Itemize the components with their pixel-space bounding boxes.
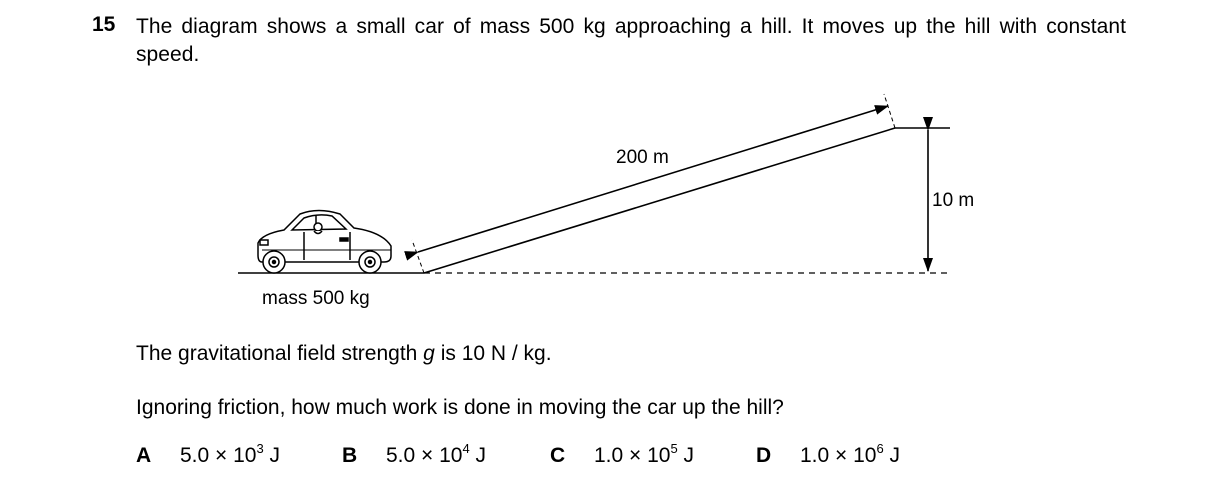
slope-length-arrow xyxy=(418,106,888,252)
option-letter: A xyxy=(136,444,152,467)
question-prompt: Ignoring friction, how much work is done in moving the car up the hill? xyxy=(136,396,784,419)
option-a[interactable] xyxy=(136,441,281,468)
slope-top-extension xyxy=(884,94,895,128)
option-value: $5.0 \times 10^4$ J xyxy=(386,441,487,467)
option-value: $5.0 \times 10^3$ J xyxy=(180,441,281,467)
question-number: 15 xyxy=(92,13,116,36)
option-letter: D xyxy=(756,444,772,467)
option-b[interactable] xyxy=(342,441,487,468)
option-letter: B xyxy=(342,444,358,467)
gravity-symbol: g xyxy=(423,342,435,365)
slope-length-label: 200 m xyxy=(616,147,669,168)
height-label: 10 m xyxy=(932,190,975,211)
option-letter: C xyxy=(550,444,566,467)
gravity-info xyxy=(136,342,552,366)
question-text: The diagram shows a small car of mass 500 kg approaching a hill. It moves up the hill with constant speed. xyxy=(136,15,1126,66)
mass-label: mass 500 kg xyxy=(262,288,370,309)
car-icon xyxy=(258,211,391,274)
gravity-info-prefix: The gravitational field strength xyxy=(136,342,424,365)
option-value: $1.0 \times 10^6$ J xyxy=(800,441,901,467)
gravity-info-suffix: is 10 N / kg. xyxy=(434,342,552,365)
option-d[interactable] xyxy=(756,441,901,468)
slope-bottom-extension xyxy=(412,240,424,273)
option-c[interactable] xyxy=(550,441,695,468)
option-value: $1.0 \times 10^5$ J xyxy=(594,441,695,467)
